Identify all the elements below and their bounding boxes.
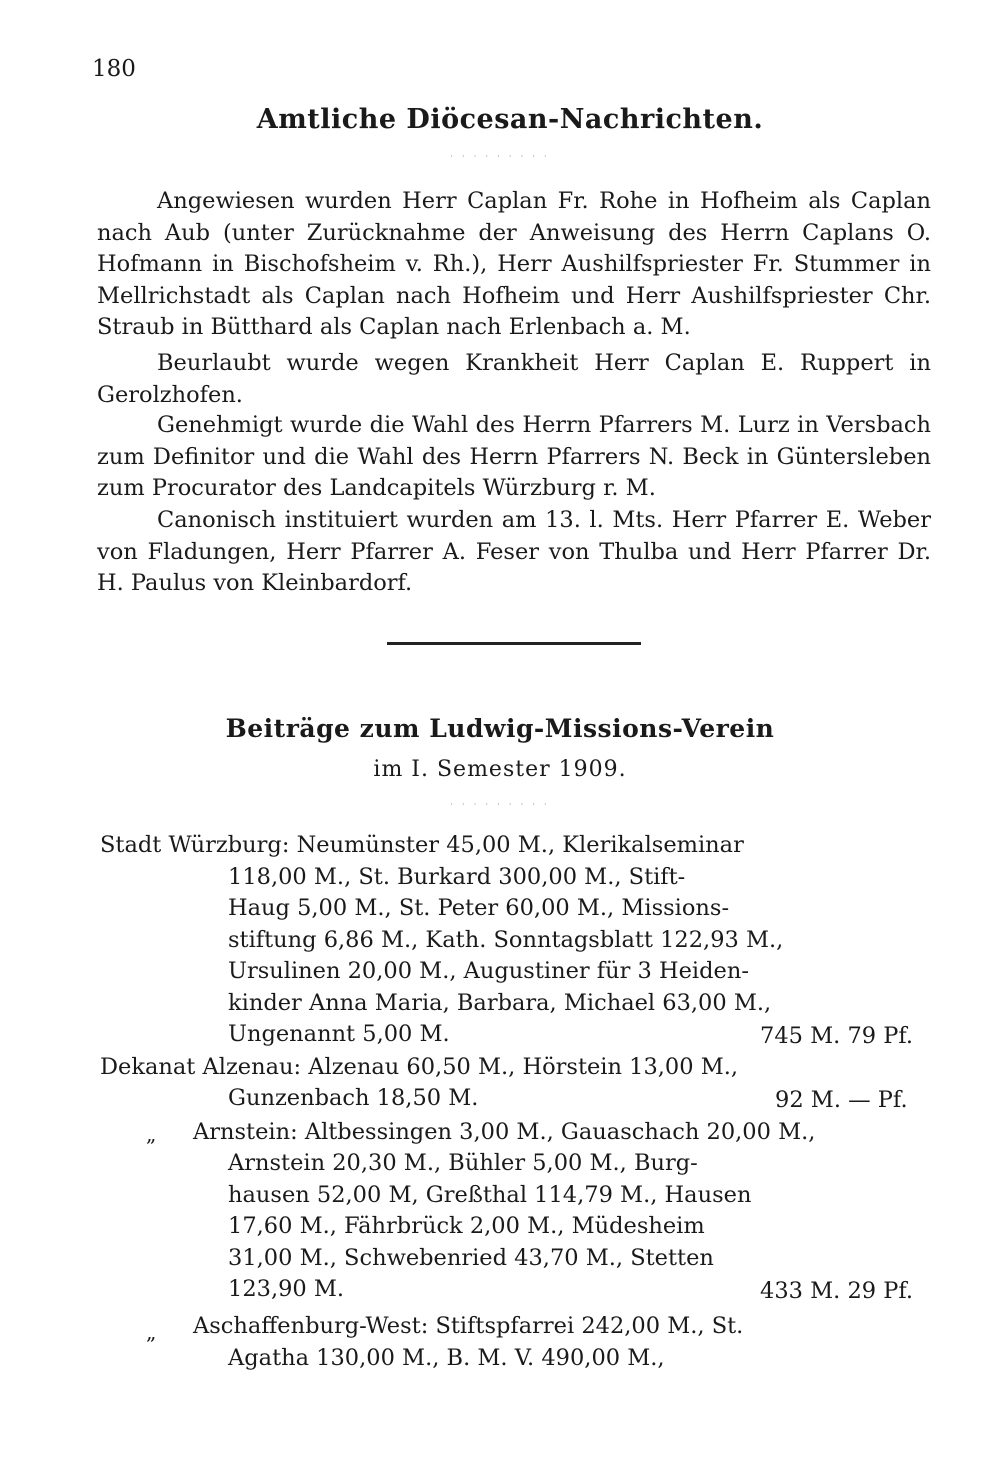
entry-line: 123,90 M. xyxy=(228,1276,345,1302)
section-title-dioecesan-news: Amtliche Diöcesan-Nachrichten. xyxy=(256,104,764,135)
paragraph-leave: Beurlaubt wurde wegen Krankheit Herr Caplan E. Ruppert in Gerolzhofen. xyxy=(97,350,931,408)
entry-line: 31,00 M., Schwebenried 43,70 M., Stetten xyxy=(228,1245,714,1271)
paragraph-appointments: Angewiesen wurden Herr Caplan Fr. Rohe in Hofheim als Caplan nach Aub (unter Zurücknahme der Anweisung des Herrn Caplans O. Hofmann in Bischofsheim v. Rh.), Herr Aushilfspriester Fr. Stummer in Mellrichstadt als Caplan nach Hofheim und Herr Aushilfspriester Chr. Straub in Bütthard als Caplan nach Erlenbach a. M. xyxy=(97,188,931,340)
entry-line: Arnstein: Altbessingen 3,00 M., Gauaschach 20,00 M., xyxy=(193,1119,816,1145)
entry-total: 745 M. 79 Pf. xyxy=(760,1023,914,1049)
ditto-mark: „ xyxy=(146,1122,157,1146)
paragraph-institutions: Canonisch instituiert wurden am 13. l. Mts. Herr Pfarrer E. Weber von Fladungen, Herr Pfarrer A. Feser von Thulba und Herr Pfarrer Dr. H. Paulus von Kleinbardorf. xyxy=(97,507,931,596)
ditto-mark: „ xyxy=(146,1320,157,1344)
section-subtitle: im I. Semester 1909. xyxy=(373,757,627,782)
paragraph-elections: Genehmigt wurde die Wahl des Herrn Pfarrers M. Lurz in Versbach zum Definitor und die Wahl des Herrn Pfarrers N. Beck in Güntersleben zum Procurator des Landcapitels Würzburg r. M. xyxy=(97,412,931,501)
entry-line: 17,60 M., Fährbrück 2,00 M., Müdesheim xyxy=(228,1213,705,1239)
entry-line: Ursulinen 20,00 M., Augustiner für 3 Heiden- xyxy=(228,958,749,984)
ornament-dots: · · · · · · · · · xyxy=(450,152,550,162)
entry-line: Ungenannt 5,00 M. xyxy=(228,1021,450,1047)
entry-line: Gunzenbach 18,50 M. xyxy=(228,1085,479,1111)
entry-total: 92 M. — Pf. xyxy=(775,1087,908,1113)
entry-line: stiftung 6,86 M., Kath. Sonntagsblatt 122,93 M., xyxy=(228,927,784,953)
entry-line: Aschaffenburg-West: Stiftspfarrei 242,00 M., St. xyxy=(193,1313,744,1339)
entry-line: Haug 5,00 M., St. Peter 60,00 M., Missions- xyxy=(228,895,730,921)
ornament-dots: · · · · · · · · · xyxy=(450,800,550,810)
section-title-mission-society: Beiträge zum Ludwig-Missions-Verein xyxy=(225,714,775,743)
entry-line: hausen 52,00 M, Greßthal 114,79 M., Hausen xyxy=(228,1182,752,1208)
entry-line: Dekanat Alzenau: Alzenau 60,50 M., Hörstein 13,00 M., xyxy=(100,1054,739,1080)
entry-line: 118,00 M., St. Burkard 300,00 M., Stift- xyxy=(228,864,686,890)
section-divider xyxy=(387,642,641,645)
entry-total: 433 M. 29 Pf. xyxy=(760,1278,914,1304)
entry-line: kinder Anna Maria, Barbara, Michael 63,00 M., xyxy=(228,990,772,1016)
page-number: 180 xyxy=(92,56,136,82)
entry-line: Stadt Würzburg: Neumünster 45,00 M., Klerikalseminar xyxy=(100,832,744,858)
entry-line: Agatha 130,00 M., B. M. V. 490,00 M., xyxy=(228,1345,665,1371)
entry-line: Arnstein 20,30 M., Bühler 5,00 M., Burg- xyxy=(228,1150,698,1176)
